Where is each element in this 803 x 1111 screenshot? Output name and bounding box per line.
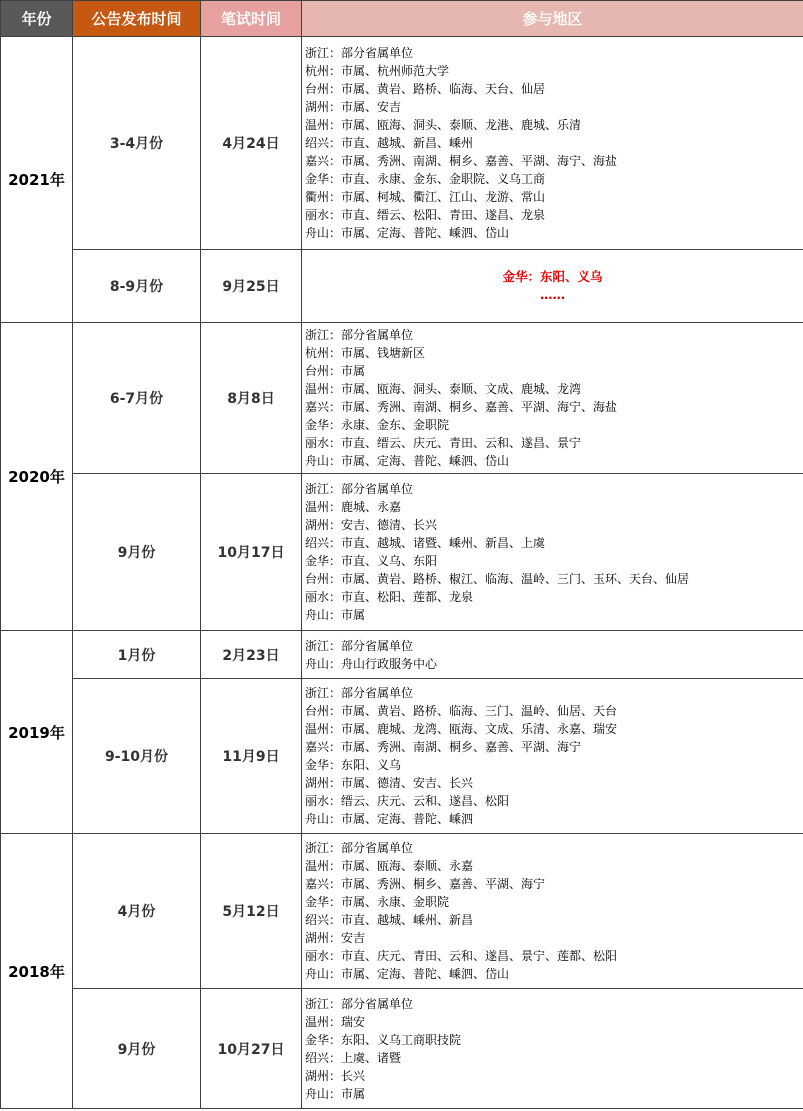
area-line: 湖州：安吉、德清、长兴 <box>305 518 438 532</box>
areas-cell <box>302 250 803 323</box>
areas-cell <box>302 989 803 1109</box>
area-line: 金华：东阳、义乌 <box>502 269 603 284</box>
table-row <box>1 631 803 679</box>
area-line: 舟山：市属、定海、普陀、嵊泗 <box>305 812 474 826</box>
area-line: 温州：市属、瓯海、泰顺、永嘉 <box>305 859 474 873</box>
area-line: 嘉兴：市属、秀洲、南湖、桐乡、嘉善、平湖、海宁 <box>305 740 582 754</box>
area-line: 浙江：部分省属单位 <box>305 46 414 60</box>
area-line: 金华：市直、义乌、东阳 <box>305 554 438 568</box>
areas-cell <box>302 323 803 474</box>
area-line: 丽水：缙云、庆元、云和、遂昌、松阳 <box>305 794 510 808</box>
area-line: 绍兴：市直、越城、诸暨、嵊州、新昌、上虞 <box>305 536 546 550</box>
area-line: 杭州：市属、杭州师范大学 <box>305 64 450 78</box>
table-row <box>1 323 803 474</box>
area-line: 舟山：市属 <box>305 1086 366 1101</box>
area-line: 浙江：部分省属单位 <box>305 841 414 855</box>
header-exam-time: 笔试时间 <box>201 1 302 37</box>
area-line: 丽水：市直、缙云、庆元、青田、云和、遂昌、景宁 <box>305 436 582 450</box>
area-line: 浙江：部分省属单位 <box>305 686 414 700</box>
area-line: 衢州：市属、柯城、衢江、江山、龙游、常山 <box>305 190 546 204</box>
header-year: 年份 <box>1 1 73 37</box>
area-line: 浙江：部分省属单位 <box>305 482 414 496</box>
exam-date-cell: 10月27日 <box>201 989 302 1109</box>
table-body <box>1 37 803 1109</box>
area-line: 台州：市属、黄岩、路桥、椒江、临海、温岭、三门、玉环、天台、仙居 <box>305 572 690 586</box>
announce-period-cell: 9月份 <box>73 474 201 631</box>
areas-cell <box>302 679 803 834</box>
area-line: 湖州：市属、安吉 <box>305 100 402 114</box>
area-line: 舟山：市属、定海、普陀、嵊泗、岱山 <box>305 454 510 468</box>
areas-cell <box>302 834 803 989</box>
area-line: 温州：市属、鹿城、龙湾、瓯海、文成、乐清、永嘉、瑞安 <box>305 722 618 736</box>
area-line: 嘉兴：市属、秀洲、南湖、桐乡、嘉善、平湖、海宁、海盐 <box>305 400 618 414</box>
area-line: 浙江：部分省属单位 <box>305 996 414 1011</box>
table-row <box>1 989 803 1109</box>
area-line: 绍兴：上虞、诸暨 <box>305 1050 402 1065</box>
areas-cell <box>302 474 803 631</box>
area-line: 丽水：市直、庆元、青田、云和、遂昌、景宁、莲都、松阳 <box>305 949 618 963</box>
exam-date-cell: 11月9日 <box>201 679 302 834</box>
area-line: 绍兴：市直、越城、嵊州、新昌 <box>305 913 474 927</box>
announce-period-cell: 6-7月份 <box>73 323 201 474</box>
area-line: 舟山：市属、定海、普陀、嵊泗、岱山 <box>305 967 510 981</box>
announce-period-cell: 8-9月份 <box>73 250 201 323</box>
exam-date-cell: 4月24日 <box>201 37 302 250</box>
area-line: 嘉兴：市属、秀洲、南湖、桐乡、嘉善、平湖、海宁、海盐 <box>305 154 618 168</box>
area-line: 温州：瑞安 <box>305 1014 366 1029</box>
exam-date-cell: 2月23日 <box>201 631 302 679</box>
area-line: 金华：市直、永康、金东、金职院、义乌工商 <box>305 172 546 186</box>
table-row <box>1 250 803 323</box>
year-cell: 2021年 <box>1 37 73 323</box>
area-line: 丽水：市直、松阳、莲都、龙泉 <box>305 590 474 604</box>
announce-period-cell: 3-4月份 <box>73 37 201 250</box>
area-line: 嘉兴：市属、秀洲、桐乡、嘉善、平湖、海宁 <box>305 877 546 891</box>
announce-period-cell: 4月份 <box>73 834 201 989</box>
exam-date-cell: 8月8日 <box>201 323 302 474</box>
area-line: 湖州：市属、德清、安吉、长兴 <box>305 776 474 790</box>
exam-date-cell: 9月25日 <box>201 250 302 323</box>
area-line: 台州：市属、黄岩、路桥、临海、天台、仙居 <box>305 82 546 96</box>
year-cell: 2018年 <box>1 834 73 1109</box>
header-announce-time: 公告发布时间 <box>73 1 201 37</box>
area-line: 舟山：舟山行政服务中心 <box>305 656 438 671</box>
table-row <box>1 834 803 989</box>
announce-period-cell: 9月份 <box>73 989 201 1109</box>
area-line: 金华：永康、金东、金职院 <box>305 418 450 432</box>
area-line: 浙江：部分省属单位 <box>305 328 414 342</box>
area-line: 温州：鹿城、永嘉 <box>305 500 402 514</box>
areas-cell <box>302 37 803 250</box>
announce-period-cell: 9-10月份 <box>73 679 201 834</box>
area-line: 舟山：市属、定海、普陀、嵊泗、岱山 <box>305 226 510 240</box>
table-row <box>1 37 803 250</box>
announce-period-cell: 1月份 <box>73 631 201 679</box>
area-line: 杭州：市属、钱塘新区 <box>305 346 426 360</box>
area-line: 舟山：市属 <box>305 608 366 622</box>
area-line: 金华：市属、永康、金职院 <box>305 895 450 909</box>
area-line: 丽水：市直、缙云、松阳、青田、遂昌、龙泉 <box>305 208 546 222</box>
area-line: 温州：市属、瓯海、洞头、泰顺、文成、鹿城、龙湾 <box>305 382 582 396</box>
area-line: 金华：东阳、义乌 <box>305 758 402 772</box>
area-line: 台州：市属、黄岩、路桥、临海、三门、温岭、仙居、天台 <box>305 704 618 718</box>
header-row <box>1 1 803 37</box>
area-line: 湖州：长兴 <box>305 1068 366 1083</box>
area-line: 绍兴：市直、越城、新昌、嵊州 <box>305 136 474 150</box>
exam-date-cell: 10月17日 <box>201 474 302 631</box>
area-line: 台州：市属 <box>305 364 366 378</box>
table-row <box>1 679 803 834</box>
area-line: 湖州：安吉 <box>305 931 366 945</box>
year-cell: 2019年 <box>1 631 73 834</box>
exam-date-cell: 5月12日 <box>201 834 302 989</box>
areas-cell <box>302 631 803 679</box>
area-line: 温州：市属、瓯海、洞头、泰顺、龙港、鹿城、乐清 <box>305 118 582 132</box>
area-line: …… <box>540 287 565 302</box>
area-line: 金华：东阳、义乌工商职技院 <box>305 1032 462 1047</box>
header-areas: 参与地区 <box>302 1 803 37</box>
table-row <box>1 474 803 631</box>
year-cell: 2020年 <box>1 323 73 631</box>
area-line: 浙江：部分省属单位 <box>305 638 414 653</box>
